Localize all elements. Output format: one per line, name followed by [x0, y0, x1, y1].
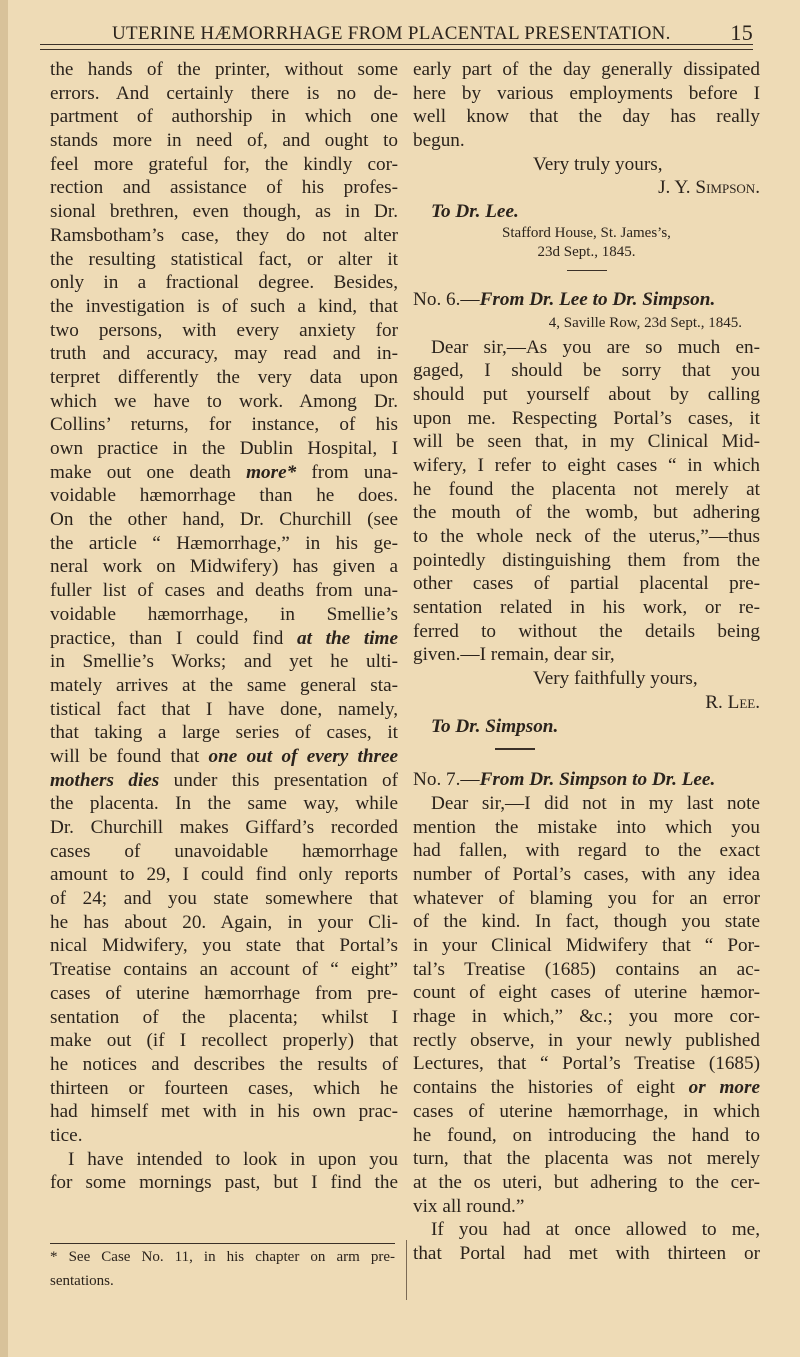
text-line-body	[50, 934, 398, 958]
text-segment: other cases of partial placental pre-	[413, 573, 760, 595]
text-segment: the article “ Hæmorrhage,” in his ge-	[50, 532, 398, 554]
text-line-heading	[413, 768, 760, 792]
text-line-body	[50, 911, 398, 935]
text-line-body	[413, 910, 760, 934]
text-line-address	[413, 243, 760, 262]
text-segment: truth and accuracy, may read and in-	[50, 343, 398, 365]
italic-segment: at the time	[297, 627, 399, 649]
text-line-body	[50, 200, 398, 224]
text-segment: No. 6.—	[413, 288, 480, 310]
italic-segment: From Dr. Simpson to Dr. Lee.	[479, 769, 716, 791]
text-segment: Treatise contains an account of “ eight”	[50, 959, 398, 981]
text-line-body	[50, 105, 398, 129]
text-line-body	[413, 1100, 760, 1124]
text-line-body	[50, 579, 398, 603]
text-segment: wifery, I refer to eight cases “ in which	[413, 454, 760, 476]
text-line-body	[413, 525, 760, 549]
text-segment: will be found that	[50, 745, 209, 767]
text-line-body	[50, 1100, 398, 1124]
text-line-body	[413, 430, 760, 454]
text-line-body	[413, 1052, 760, 1076]
text-segment: errors. And certainly there is no de-	[50, 82, 398, 104]
text-segment: count of eight cases of uterine hæmor-	[413, 982, 760, 1004]
text-segment: pointedly distinguishing them from the	[413, 549, 760, 571]
text-line-closing	[413, 153, 760, 177]
text-line-body	[50, 627, 398, 651]
footnote-line: * See Case No. 11, in his chapter on arm pre-	[50, 1249, 395, 1265]
italic-segment: To Dr. Lee.	[431, 201, 519, 223]
text-line-body	[50, 295, 398, 319]
text-segment: Very faithfully yours,	[533, 668, 698, 690]
text-line-body	[50, 769, 398, 793]
text-line-body	[50, 745, 398, 769]
text-line-body	[413, 1005, 760, 1029]
text-line-indent-j	[50, 1148, 398, 1172]
text-line-body	[50, 698, 398, 722]
text-segment: of 24; and you state somewhere that	[50, 888, 398, 910]
text-line-last	[413, 643, 760, 667]
text-line-body	[413, 478, 760, 502]
text-line-body	[50, 555, 398, 579]
text-segment: the investigation is of such a kind, that	[50, 295, 398, 317]
text-segment: the resulting statistical fact, or alter it	[50, 248, 398, 270]
text-segment: well know that the day has really	[413, 106, 760, 128]
text-segment: for some mornings past, but I find the	[50, 1172, 398, 1194]
footnote	[50, 1248, 395, 1295]
text-segment: whatever of blaming you for an error	[413, 887, 760, 909]
text-line-rule-bold	[413, 748, 760, 768]
text-segment: terpret differently the very data upon	[50, 366, 398, 388]
text-segment: make out one death	[50, 461, 247, 483]
text-segment: sentation of the placenta; whilst I	[50, 1006, 398, 1028]
text-segment: turn, that the placenta was not merely	[413, 1148, 760, 1170]
text-line-body	[413, 1076, 760, 1100]
page-number: 15	[730, 20, 753, 45]
text-line-signature	[413, 176, 760, 200]
text-line-body	[413, 105, 760, 129]
text-segment: mention the mistake into which you	[413, 816, 760, 838]
text-line-body	[50, 437, 398, 461]
text-line-body	[50, 650, 398, 674]
text-line-body	[413, 839, 760, 863]
text-segment: rectly observe, in your newly published	[413, 1029, 760, 1051]
text-segment: the mouth of the womb, but adhering	[413, 502, 760, 524]
text-line-body	[50, 1029, 398, 1053]
text-segment: 4, Saville Row, 23d Sept., 1845.	[548, 314, 742, 331]
text-segment: upon me. Respecting Portal’s cases, it	[413, 407, 760, 429]
text-segment: voidable hæmorrhage than he does.	[50, 485, 398, 507]
text-line-rule	[413, 270, 760, 288]
text-line-body	[50, 366, 398, 390]
text-line-body	[413, 383, 760, 407]
text-segment: sentation related in his work, or re-	[413, 597, 760, 619]
text-segment: cases of uterine hæmorrhage from pre-	[50, 982, 398, 1004]
text-line-body	[50, 248, 398, 272]
text-segment: Stafford House, St. James’s,	[502, 224, 671, 241]
text-line-body	[50, 224, 398, 248]
text-line-addressee	[413, 200, 760, 224]
text-segment: had himself met with in his own prac-	[50, 1101, 398, 1123]
text-segment: tistical fact that I have done, namely,	[50, 698, 398, 720]
text-line-addressee	[413, 715, 760, 739]
text-line-body	[50, 1077, 398, 1101]
text-segment: Very truly yours,	[533, 153, 663, 175]
text-segment: two persons, with every anxiety for	[50, 319, 398, 341]
text-line-body	[413, 82, 760, 106]
text-line-body	[413, 1171, 760, 1195]
column-divider	[406, 1240, 407, 1300]
text-line-last	[413, 1195, 760, 1219]
italic-segment: To Dr. Simpson.	[431, 715, 559, 737]
text-segment: practice, than I could find	[50, 627, 298, 649]
text-line-body	[50, 82, 398, 106]
text-segment: in your Clinical Midwifery that “ Por-	[413, 935, 760, 956]
text-segment: Dear sir,—As you are so much en-	[431, 336, 760, 358]
text-line-indent-j	[413, 792, 760, 816]
text-segment: cases of unavoidable hæmorrhage	[50, 840, 398, 862]
italic-segment: one out of every three	[208, 745, 398, 767]
text-line-body	[50, 58, 398, 82]
text-segment: I have intended to look in upon you	[68, 1148, 398, 1170]
text-segment: contains the histories of eight	[413, 1077, 689, 1099]
text-line-body	[413, 549, 760, 573]
text-line-body	[50, 816, 398, 840]
text-segment: sional brethren, even though, as in Dr.	[50, 201, 398, 223]
text-segment: tal’s Treatise (1685) contains an ac-	[413, 958, 760, 980]
text-line-body	[413, 454, 760, 478]
text-segment: tice.	[50, 1124, 83, 1146]
header-rule	[40, 44, 753, 50]
text-line-body	[50, 674, 398, 698]
text-line-body	[413, 1147, 760, 1171]
text-line-body	[413, 863, 760, 887]
text-segment: voidable hæmorrhage, in Smellie’s	[50, 603, 398, 625]
text-segment: thirteen or fourteen cases, which he	[50, 1077, 398, 1099]
text-segment: neral work on Midwifery) has given a	[50, 556, 398, 578]
text-line-body	[50, 792, 398, 816]
text-segment: stands more in need of, and ought to	[50, 130, 398, 152]
text-line-body	[413, 981, 760, 1005]
text-segment: mately arrives at the same general sta-	[50, 674, 398, 696]
text-line-body	[50, 176, 398, 200]
text-line-body	[50, 958, 398, 982]
text-line-body	[413, 620, 760, 644]
text-line-body	[50, 840, 398, 864]
text-line-body	[50, 271, 398, 295]
text-segment: vix all round.”	[413, 1195, 525, 1217]
text-segment: Lectures, that “ Portal’s Treatise (1685)	[413, 1053, 760, 1075]
text-segment: will be seen that, in my Clinical Mid-	[413, 431, 760, 453]
text-segment: here by various employments before I	[413, 82, 760, 104]
text-line-signature	[413, 691, 760, 715]
italic-segment: mothers dies	[50, 769, 160, 791]
text-line-body	[413, 58, 760, 82]
italic-segment: From Dr. Lee to Dr. Simpson.	[479, 288, 716, 310]
text-line-body	[50, 319, 398, 343]
right-column	[413, 58, 760, 1266]
text-line-body	[413, 816, 760, 840]
text-segment: ferred to without the details being	[413, 620, 760, 642]
text-segment: begun.	[413, 130, 465, 152]
text-line-body	[413, 1029, 760, 1053]
text-line-body	[413, 572, 760, 596]
text-segment: had fallen, with regard to the exact	[413, 840, 760, 862]
text-line-body	[413, 596, 760, 620]
text-line-body	[50, 1006, 398, 1030]
text-line-body	[50, 413, 398, 437]
text-segment: to the whole neck of the uterus,”—thus	[413, 526, 760, 547]
text-line-body	[413, 1124, 760, 1148]
text-line-body	[413, 887, 760, 911]
text-line-body	[50, 603, 398, 627]
text-line-body	[50, 461, 398, 485]
text-segment: If you had at once allowed to me,	[431, 1219, 760, 1241]
text-line-indent-j	[413, 1218, 760, 1242]
text-segment: No. 7.—	[413, 769, 480, 791]
text-segment: under this presentation of	[159, 769, 398, 791]
text-segment: which we have to work. Among Dr.	[50, 390, 398, 412]
text-segment: amount to 29, I could find only reports	[50, 864, 398, 886]
text-segment: Dr. Churchill makes Giffard’s recorded	[50, 817, 398, 838]
text-line-body	[50, 390, 398, 414]
text-segment: the placenta. In the same way, while	[50, 793, 398, 815]
text-segment: at the os uteri, but adhering to the cer-	[413, 1171, 760, 1193]
text-line-body	[413, 934, 760, 958]
text-line-body	[50, 887, 398, 911]
italic-segment: or more	[688, 1077, 760, 1099]
text-segment: cases of uterine hæmorrhage, in which	[413, 1100, 760, 1122]
text-line-indent-j	[413, 336, 760, 360]
text-line-body	[50, 153, 398, 177]
text-line-body	[413, 958, 760, 982]
text-line-body	[50, 342, 398, 366]
text-segment: fuller list of cases and deaths from una-	[50, 580, 398, 602]
text-segment: that Portal had met with thirteen or	[413, 1242, 760, 1264]
text-segment: given.—I remain, dear sir,	[413, 644, 615, 666]
text-segment: feel more grateful for, the kindly cor-	[50, 153, 398, 175]
footnote-line: sentations.	[50, 1272, 114, 1289]
text-line-body	[50, 1171, 398, 1195]
running-title: UTERINE HÆMORRHAGE FROM PLACENTAL PRESENTATION.	[112, 23, 671, 44]
text-segment: he found, on introducing the hand to	[413, 1124, 760, 1146]
footnote-rule	[50, 1243, 395, 1244]
text-segment: Collins’ returns, for instance, of his	[50, 414, 398, 436]
text-segment: from una-	[296, 461, 398, 483]
page-edge	[0, 0, 8, 1357]
text-line-body	[413, 359, 760, 383]
text-segment: gaged, I should be sorry that you	[413, 360, 760, 382]
text-line-body	[413, 1242, 760, 1266]
left-column	[50, 58, 398, 1195]
text-line-body	[413, 407, 760, 431]
text-segment: J. Y. Simpson.	[658, 177, 760, 199]
text-segment: Ramsbotham’s case, they do not alter	[50, 224, 398, 246]
text-segment: should put yourself about by calling	[413, 383, 760, 405]
text-segment: early part of the day generally dissipated	[413, 59, 760, 80]
text-line-last	[413, 129, 760, 153]
text-line-closing	[413, 667, 760, 691]
text-line-last	[50, 1124, 398, 1148]
text-line-heading	[413, 288, 760, 312]
text-line-body	[50, 863, 398, 887]
text-line-body	[50, 484, 398, 508]
text-segment: rhage in which,” &c.; you more cor-	[413, 1006, 760, 1028]
text-line-body	[50, 129, 398, 153]
text-line-address-right	[413, 312, 760, 336]
italic-segment: more*	[246, 461, 297, 483]
text-segment: rection and assistance of his profes-	[50, 177, 398, 199]
text-segment: make out (if I recollect properly) that	[50, 1030, 398, 1052]
text-segment: the hands of the printer, without some	[50, 59, 398, 80]
text-segment: that taking a large series of cases, it	[50, 722, 398, 744]
text-line-body	[413, 501, 760, 525]
text-segment: own practice in the Dublin Hospital, I	[50, 438, 398, 459]
text-segment: nical Midwifery, you state that Portal’s	[50, 935, 398, 957]
text-segment: number of Portal’s cases, with any idea	[413, 863, 760, 885]
text-segment: only in a fractional degree. Besides,	[50, 272, 398, 294]
text-line-body	[50, 532, 398, 556]
text-segment: 23d Sept., 1845.	[537, 243, 636, 260]
text-segment: R. Lee.	[705, 691, 760, 713]
text-line-body	[50, 721, 398, 745]
text-segment: of the kind. In fact, though you state	[413, 911, 760, 933]
text-line-address	[413, 224, 760, 243]
text-segment: in Smellie’s Works; and yet he ulti-	[50, 651, 398, 673]
text-line-body	[50, 508, 398, 532]
text-segment: Dear sir,—I did not in my last note	[431, 792, 760, 814]
text-segment: partment of authorship in which one	[50, 106, 398, 128]
text-segment: On the other hand, Dr. Churchill (see	[50, 509, 398, 531]
text-segment: he found the placenta not merely at	[413, 478, 760, 500]
text-line-body	[50, 1053, 398, 1077]
text-line-body	[50, 982, 398, 1006]
text-segment: he has about 20. Again, in your Cli-	[50, 911, 398, 933]
text-segment: he notices and describes the results of	[50, 1053, 398, 1075]
